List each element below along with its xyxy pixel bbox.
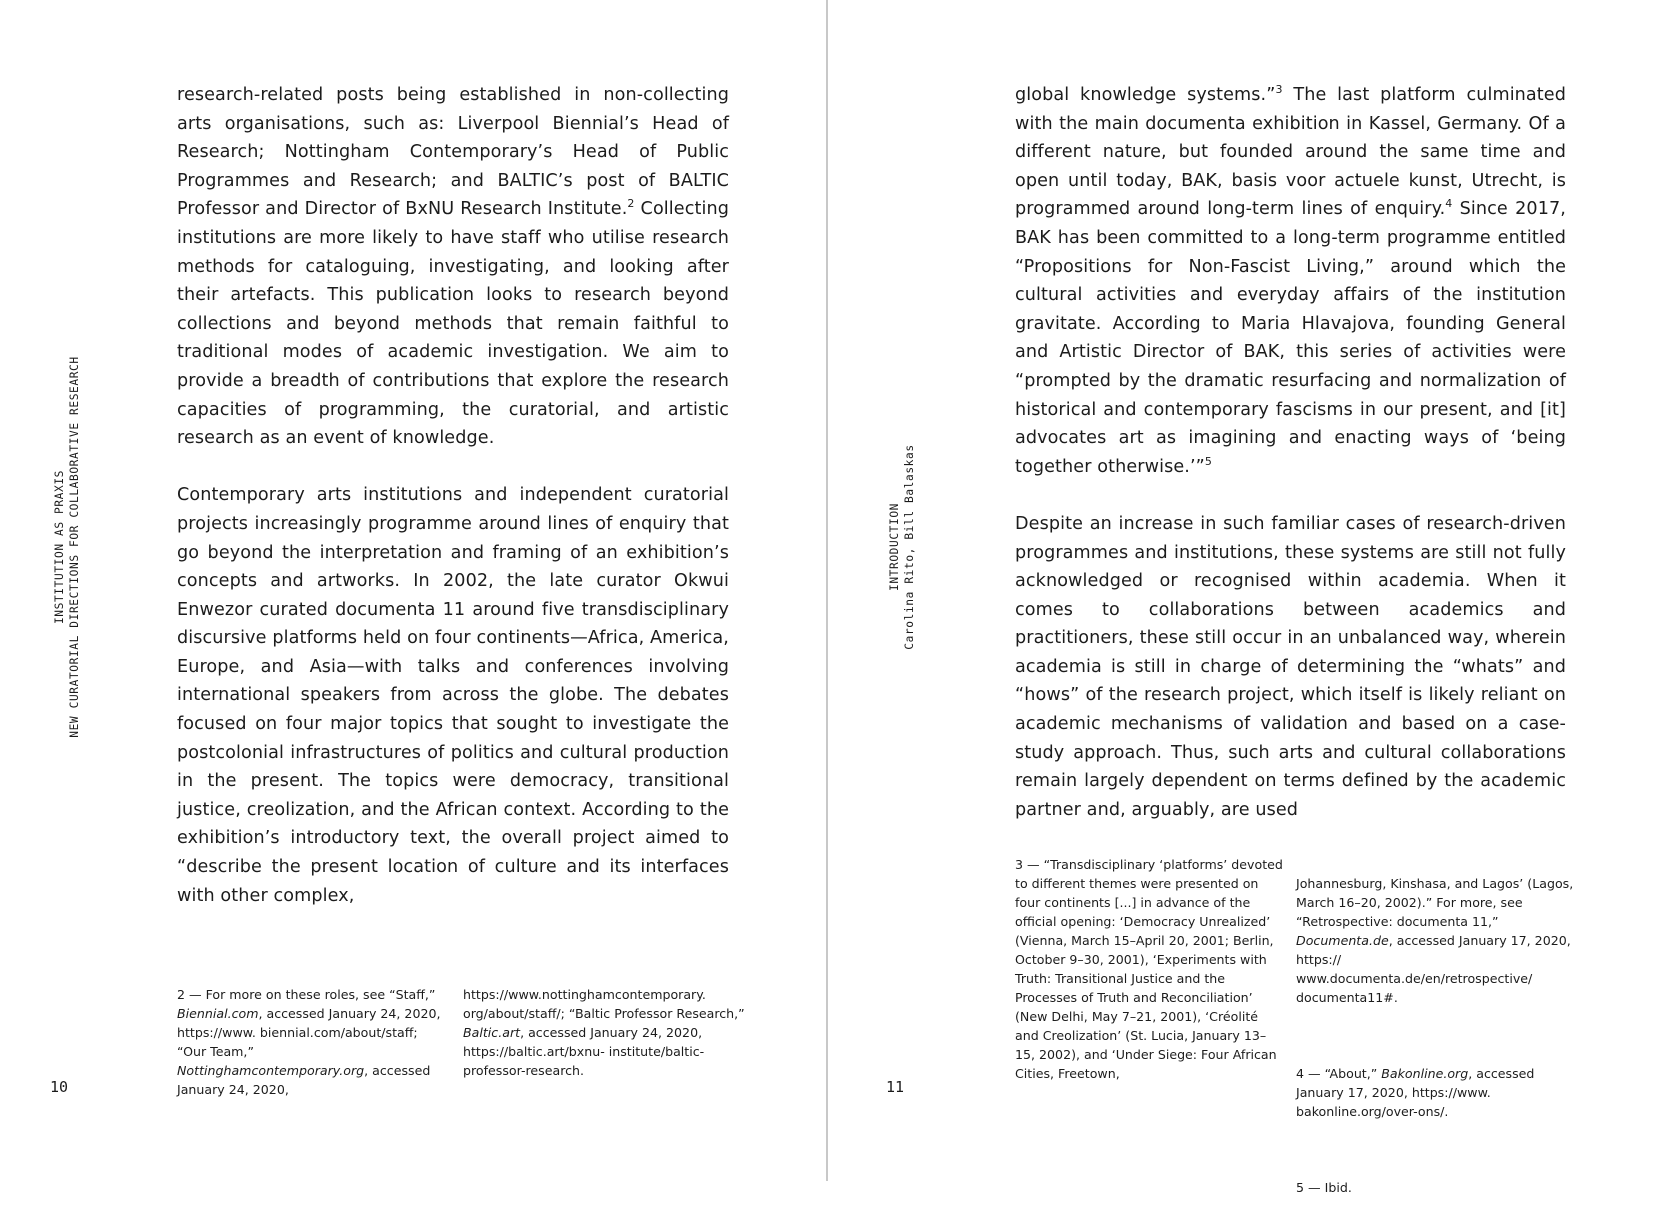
footnote-2: 2 — For more on these roles, see “Staff,” Biennial.com, accessed January 24, 2020, https://www. biennial.com/about/staff; “Our Team,” Nottinghamcontemporary.org, accessed January 24, 2020, bbox=[177, 987, 441, 1097]
footnote-ref[interactable]: 3 bbox=[1275, 83, 1283, 96]
left-body-text bbox=[177, 81, 729, 939]
running-head-left bbox=[52, 352, 82, 742]
paragraph: Contemporary arts institutions and independent curatorial projects increasingly programme around lines of enquiry that go beyond the interpretation and framing of an exhibition’s concepts and artworks. In 2002, the late curator Okwui Enwezor curated documenta 11 around five transdisciplinary discursive platforms held on four continents—Africa, America, Europe, and Asia—with talks and conferences involving international speakers from across the globe. The debates focused on four major topics that sought to investigate the postcolonial infrastructures of politics and cultural production in the present. The topics were democracy, transitional justice, creolization, and the African context. According to the exhibition’s introductory text, the overall project aimed to “describe the present location of culture and its interfaces with other complex, bbox=[177, 485, 729, 906]
footnote-5: 5 — Ibid. bbox=[1296, 1180, 1352, 1195]
page-number-right: 11 bbox=[886, 1078, 905, 1096]
right-body-text bbox=[1015, 81, 1566, 853]
running-head-right bbox=[887, 442, 917, 652]
footnote-ref[interactable]: 5 bbox=[1204, 454, 1213, 468]
chapter-title: INTRODUCTION bbox=[888, 502, 901, 592]
footnote-4: 4 — “About,” Bakonline.org, accessed January 17, 2020, https://www. bakonline.org/over-ons/. bbox=[1296, 1066, 1535, 1119]
footnote-ref[interactable]: 4 bbox=[1445, 197, 1453, 211]
book-title: INSTITUTION AS PRAXIS bbox=[53, 469, 66, 625]
footnote-3: 3 — “Transdisciplinary ‘platforms’ devoted to different themes were presented on four continents [...] in advance of the official opening: ‘Democracy Unrealized’ (Vienna, March 15–April 20, 2001; Berlin, October 9–30, 2001), ‘Experiments with Truth: Transitional Justice and the Processes of Truth and Reconciliation’ (New Delhi, May 7–21, 2001), ‘Créolité and Creolization’ (St. Lucia, January 13–15, 2002), and ‘Under Siege: Four African Cities, Freetown, bbox=[1015, 857, 1283, 1081]
footnote-ref[interactable]: 2 bbox=[627, 197, 635, 211]
paragraph: global knowledge systems.”$^3$ The last platform culminated with the main documenta exhibition in Kassel, Germany. Of a different nature, but founded around the same time and open until today, BAK, basis voor actuele kunst, Utrecht, is programmed around long-term lines of enquiry.$^4$ Since 2017, BAK has been committed to a long-term programme entitled “Propositions for Non-Fascist Living,” around which the cultural activities and everyday affairs of the institution gravitate. According to Maria Hlavajova, founding General and Artistic Director of BAK, this series of activities were “prompted by the dramatic resurfacing and normalization of historical and contemporary fascisms in our present, and [it] advocates art as imagining and enacting ways of ‘being together otherwise.’”$^5$ bbox=[1015, 83, 1567, 477]
footnote-3-continued: Johannesburg, Kinshasa, and Lagos’ (Lagos, March 16–20, 2002).” For more, see “Retrospective: documenta 11,” Documenta.de, accessed January 17, 2020, https:// www.documenta.de/en/retrospective/ documenta11#. bbox=[1296, 876, 1574, 1005]
footnote-2-continued: https://www.nottinghamcontemporary. org/about/staff/; “Baltic Professor Research,” Baltic.art, accessed January 24, 2020, https://baltic.art/bxnu- institute/baltic-professor-research. bbox=[463, 987, 745, 1078]
page-number-left: 10 bbox=[50, 1078, 69, 1096]
book-subtitle: NEW CURATORIAL DIRECTIONS FOR COLLABORATIVE RESEARCH bbox=[68, 356, 81, 738]
paragraph: research-related posts being established in non-collecting arts organisations, such as: Liverpool Biennial’s Head of Research; Nottingham Contemporary’s Head of Public Programmes and Research; and BALTIC’s post of BALTIC Professor and Director of BxNU Research Institute.$^2$ Collecting institutions are more likely to have staff who utilise research methods for cataloguing, investigating, and looking after their artefacts. This publication looks to research beyond collections and beyond methods that remain faithful to traditional modes of academic investigation. We aim to provide a breadth of contributions that explore the research capacities of programming, the curatorial, and artistic research as an event of knowledge. bbox=[177, 85, 729, 449]
paragraph: Despite an increase in such familiar cases of research-driven programmes and institutions, these systems are still not fully acknowledged or recognised within academia. When it comes to collaborations between academics and practitioners, these still occur in an unbalanced way, wherein academia is still in charge of determining the “whats” and “hows” of the research project, which itself is likely reliant on academic mechanisms of validation and based on a case-study approach. Thus, such arts and cultural collaborations remain largely dependent on terms defined by the academic partner and, arguably, are used bbox=[1015, 513, 1566, 820]
footnotes-3-to-5 bbox=[1296, 855, 1576, 1216]
chapter-authors: Carolina Rito, Bill Balaskas bbox=[903, 444, 916, 650]
